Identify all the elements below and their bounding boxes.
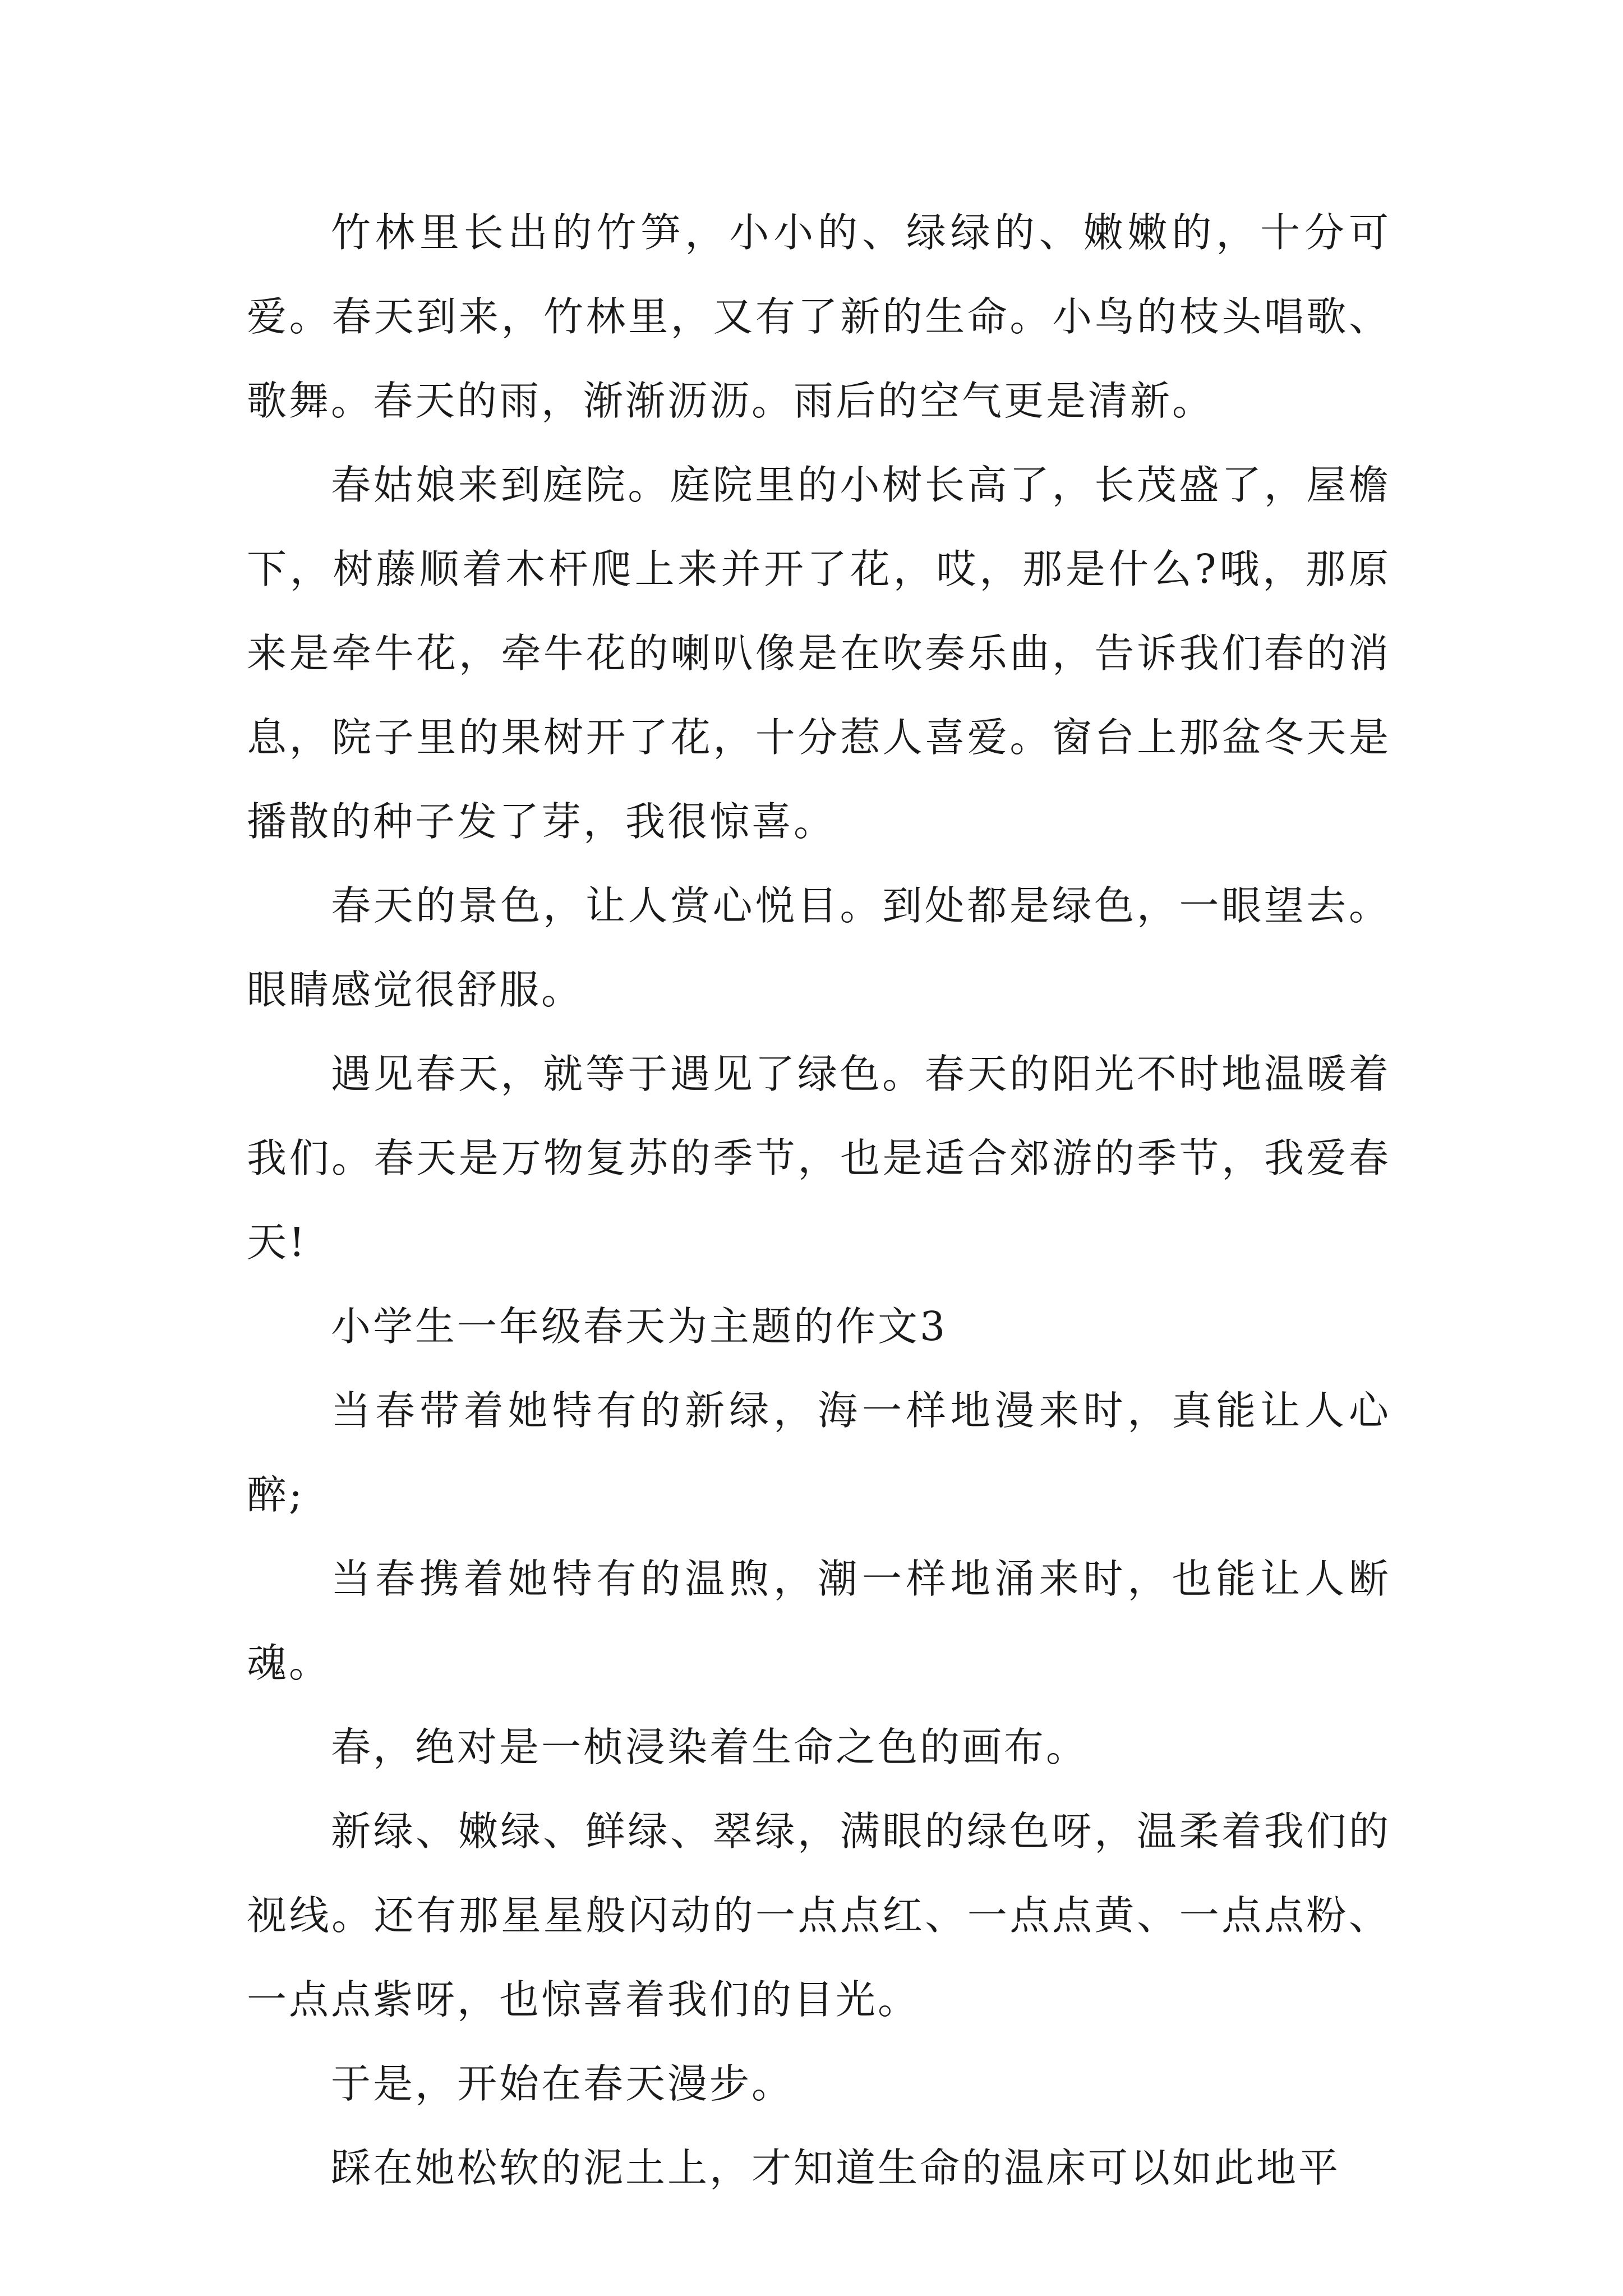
paragraph-courtyard: 春姑娘来到庭院。庭院里的小树长高了，长茂盛了，屋檐下，树藤顺着木杆爬上来并开了花，哎，那是什么?哦，那原来是牵牛花，牵牛花的喇叭像是在吹奏乐曲，告诉我们春的消息，院子里的果树开了花，十分惹人喜爱。窗台上那盆冬天是播散的种子发了芽，我很惊喜。 bbox=[247, 462, 1391, 845]
paragraph-meet-spring: 遇见春天，就等于遇见了绿色。春天的阳光不时地温暖着我们。春天是万物复苏的季节，也是适合郊游的季节，我爱春天! bbox=[247, 1051, 1391, 1266]
paragraph-stroll: 于是，开始在春天漫步。 bbox=[331, 2060, 794, 2107]
paragraph-bamboo: 竹林里长出的竹笋，小小的、绿绿的、嫩嫩的，十分可爱。春天到来，竹林里，又有了新的生命。小鸟的枝头唱歌、歌舞。春天的雨，渐渐沥沥。雨后的空气更是清新。 bbox=[247, 209, 1391, 424]
paragraph-soil: 踩在她松软的泥土上，才知道生命的温床可以如此地平 bbox=[331, 2145, 1341, 2191]
paragraph-warmth: 当春携着她特有的温煦，潮一样地涌来时，也能让人断魂。 bbox=[247, 1556, 1391, 1686]
paragraph-canvas: 春，绝对是一桢浸染着生命之色的画布。 bbox=[331, 1724, 1089, 1770]
paragraph-colors: 新绿、嫩绿、鲜绿、翠绿，满眼的绿色呀，温柔着我们的视线。还有那星星般闪动的一点点红、一点点黄、一点点粉、一点点紫呀，也惊喜着我们的目光。 bbox=[247, 1808, 1391, 2023]
essay-body bbox=[247, 191, 1391, 2210]
paragraph-new-green: 当春带着她特有的新绿，海一样地漫来时，真能让人心醉; bbox=[247, 1387, 1391, 1518]
essay-title: 小学生一年级春天为主题的作文3 bbox=[331, 1303, 948, 1350]
paragraph-scenery: 春天的景色，让人赏心悦目。到处都是绿色，一眼望去。眼睛感觉很舒服。 bbox=[247, 882, 1391, 1013]
